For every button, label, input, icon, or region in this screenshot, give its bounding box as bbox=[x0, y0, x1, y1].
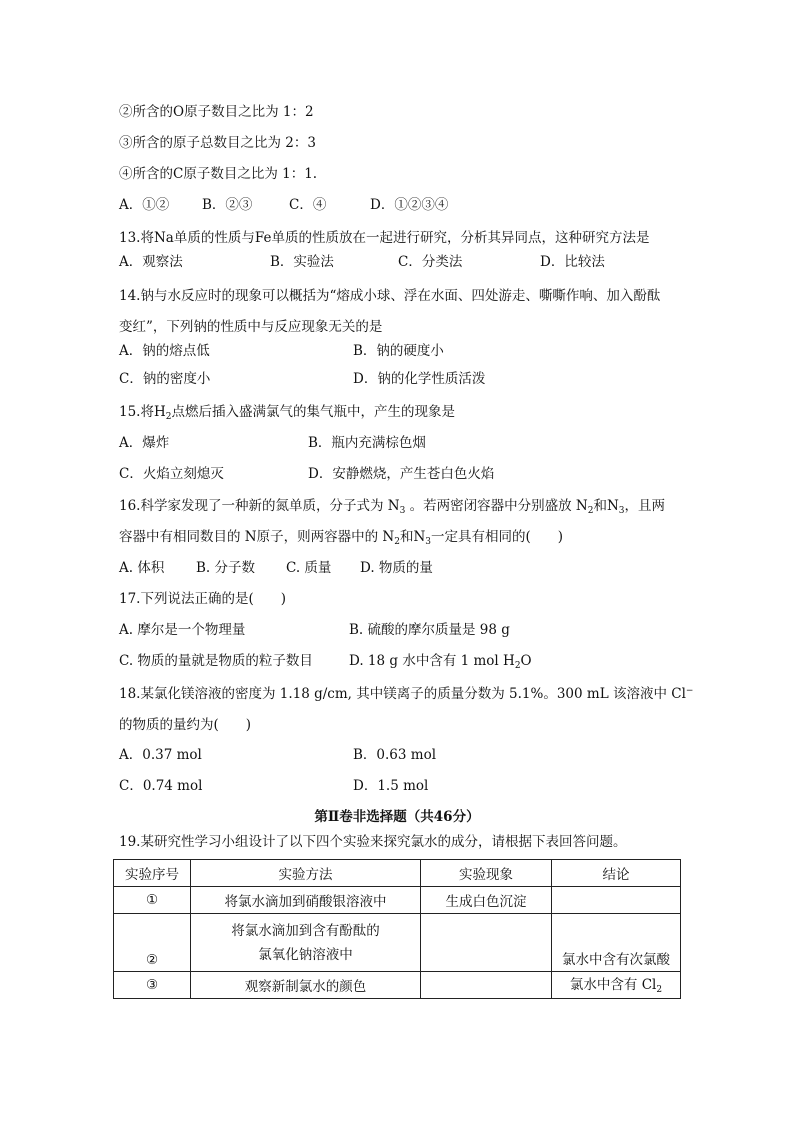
q15-option-b: B．瓶内充满棕色烟 bbox=[308, 435, 426, 451]
q18-option-b: B．0.63 mol bbox=[353, 747, 437, 763]
q17-stem: 17.下列说法正确的是( ) bbox=[119, 591, 287, 607]
table-cell bbox=[421, 914, 552, 972]
q17-option-d: D. 18 g 水中含有 1 mol $H_2O$ bbox=[349, 653, 532, 671]
q16-stem-line2: 容器中有相同数目的 N原子，则两容器中的 $N_2$和$N_3$一定具有相同的( ) bbox=[119, 529, 564, 547]
q14-option-d: D．钠的化学性质活泼 bbox=[353, 371, 486, 387]
item-4-line: ④所含的C原子数目之比为 1：1. bbox=[119, 166, 318, 182]
q18-option-d: D．1.5 mol bbox=[353, 778, 429, 794]
q14-option-c: C．钠的密度小 bbox=[119, 371, 211, 387]
header-cell: 实验序号 bbox=[114, 860, 191, 887]
table-row bbox=[114, 887, 681, 914]
q14-option-b: B．钠的硬度小 bbox=[353, 343, 444, 359]
q13-option-b: B．实验法 bbox=[270, 254, 334, 270]
q17-option-a: A. 摩尔是一个物理量 bbox=[119, 622, 246, 638]
table-cell bbox=[421, 972, 552, 999]
experiment-table bbox=[113, 859, 681, 999]
q14-stem-line1: 14.钠与水反应时的现象可以概括为“熔成小球、浮在水面、四处游走、嘶嘶作响、加入酚酞 bbox=[119, 288, 661, 304]
table-cell: 将氯水滴加到硝酸银溶液中 bbox=[191, 887, 421, 914]
header-cell: 结论 bbox=[552, 860, 681, 887]
q13-option-c: C．分类法 bbox=[398, 254, 463, 270]
q12-option-d: D．①②③④ bbox=[370, 197, 449, 213]
table-cell: 氯水中含有 $Cl_2$ bbox=[552, 972, 681, 999]
q16-option-c: C. 质量 bbox=[286, 560, 332, 576]
table-cell bbox=[552, 887, 681, 914]
q16-stem-line1: 16.科学家发现了一种新的氮单质，分子式为 $N_3$ 。若两密闭容器中分别盛放 $N_2$和$N_3$，且两 bbox=[119, 498, 665, 516]
table-row bbox=[114, 972, 681, 999]
item-3-line: ③所含的原子总数目之比为 2：3 bbox=[119, 135, 316, 151]
table-cell: ① bbox=[114, 887, 191, 914]
q18-option-c: C．0.74 mol bbox=[119, 778, 203, 794]
q14-stem-line2: 变红”，下列钠的性质中与反应现象无关的是 bbox=[119, 319, 383, 335]
table-cell: 观察新制氯水的颜色 bbox=[191, 972, 421, 999]
header-cell: 实验方法 bbox=[191, 860, 421, 887]
q12-option-c: C．④ bbox=[289, 197, 327, 213]
q15-option-d: D．安静燃烧，产生苍白色火焰 bbox=[308, 466, 495, 482]
q15-option-a: A．爆炸 bbox=[119, 435, 170, 451]
item-2-line: ②所含的O原子数目之比为 1：2 bbox=[119, 104, 314, 120]
section-title: 第Ⅱ卷非选择题（共46分） bbox=[314, 809, 480, 825]
q13-option-a: A．观察法 bbox=[119, 254, 183, 270]
q16-option-d: D. 物质的量 bbox=[360, 560, 433, 576]
q19-stem: 19.某研究性学习小组设计了以下四个实验来探究氯水的成分，请根据下表回答问题。 bbox=[119, 834, 627, 850]
table-cell: 将氯水滴加到含有酚酞的 氯氧化钠溶液中 bbox=[191, 914, 421, 972]
table-cell: ② bbox=[114, 914, 191, 972]
q15-stem: 15.将$H_2$点燃后插入盛满氯气的集气瓶中，产生的现象是 bbox=[119, 404, 455, 422]
table-row bbox=[114, 914, 681, 972]
q13-option-d: D．比较法 bbox=[540, 254, 605, 270]
q14-option-a: A．钠的熔点低 bbox=[119, 343, 210, 359]
table-cell: ③ bbox=[114, 972, 191, 999]
q12-option-b: B．②③ bbox=[202, 197, 253, 213]
q17-option-c: C. 物质的量就是物质的粒子数目 bbox=[119, 653, 313, 669]
q16-option-b: B. 分子数 bbox=[196, 560, 256, 576]
q13-stem: 13.将Na单质的性质与Fe单质的性质放在一起进行研究，分析其异同点，这种研究方法是 bbox=[119, 230, 650, 246]
table-header-row bbox=[114, 860, 681, 887]
q18-option-a: A．0.37 mol bbox=[119, 747, 202, 763]
header-cell: 实验现象 bbox=[421, 860, 552, 887]
q18-stem-line2: 的物质的量约为( ) bbox=[119, 717, 252, 733]
table-cell: 氯水中含有次氯酸 bbox=[552, 914, 681, 972]
q16-option-a: A. 体积 bbox=[119, 560, 165, 576]
q17-option-b: B. 硫酸的摩尔质量是 98 g bbox=[349, 622, 510, 638]
table-cell: 生成白色沉淀 bbox=[421, 887, 552, 914]
q12-option-a: A．①② bbox=[119, 197, 170, 213]
q18-stem-line1: 18.某氯化镁溶液的密度为 1.18 g/cm, 其中镁离子的质量分数为 5.1%。300 mL 该溶液中 Cl− bbox=[119, 686, 694, 702]
q15-option-c: C．火焰立刻熄灭 bbox=[119, 466, 224, 482]
